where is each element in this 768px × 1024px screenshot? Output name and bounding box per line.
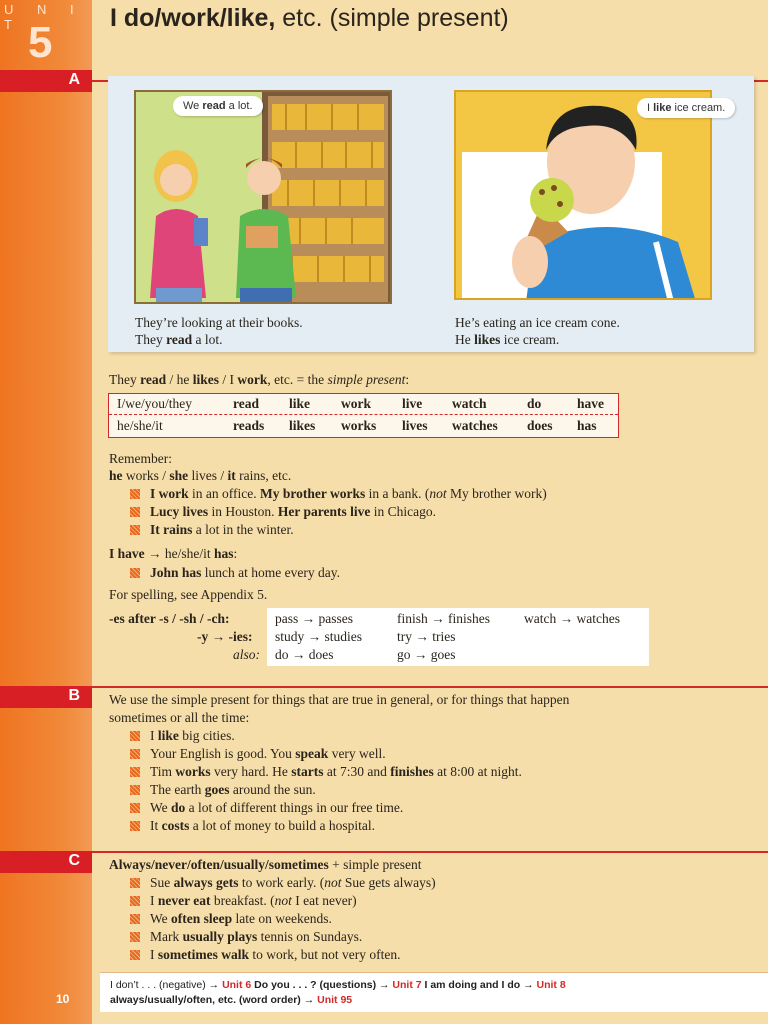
section-b-rule — [92, 686, 768, 688]
illustration-panel — [108, 76, 754, 352]
y-rule: -y → -ies: — [197, 629, 253, 644]
verb-cell: read — [233, 396, 259, 411]
conjugation-table — [108, 393, 619, 438]
bullet-icon — [130, 878, 140, 888]
bullet-icon — [130, 785, 140, 795]
spelling-note: For spelling, see Appendix 5. — [109, 587, 268, 602]
example-item: Lucy lives in Houston. Her parents live in Chicago. — [130, 503, 436, 520]
bullet-icon — [130, 914, 140, 924]
bullet-icon — [130, 932, 140, 942]
unit-label: U N I T — [4, 2, 84, 32]
bullet-icon — [130, 821, 140, 831]
verb-cell: like — [289, 396, 311, 411]
section-a-bar — [0, 70, 92, 92]
verb-cell: likes — [289, 418, 316, 433]
section-c-rule — [92, 851, 768, 853]
example-item: Sue always gets to work early. (not Sue gets always) — [130, 874, 436, 891]
example-item: Your English is good. You speak very well. — [130, 745, 386, 762]
also-label: also: — [233, 647, 260, 662]
spelling-item: pass → passes — [275, 611, 353, 626]
verb-cell: does — [527, 418, 553, 433]
i-like-bubble: I like ice cream. — [637, 98, 735, 118]
verb-cell: watch — [452, 396, 487, 411]
spelling-item: try → tries — [397, 629, 456, 644]
remember-rule: he works / she lives / it rains, etc. — [109, 468, 292, 483]
spelling-item: finish → finishes — [397, 611, 490, 626]
example-item: I sometimes walk to work, but not very often. — [130, 946, 400, 963]
bullet-icon — [130, 749, 140, 759]
bullet-icon — [130, 525, 140, 535]
unit-8-link[interactable]: Unit 8 — [536, 979, 566, 991]
ice-cream-illustration — [454, 90, 712, 300]
spelling-item: do → does — [275, 647, 334, 662]
we-read-bubble: We read a lot. — [173, 96, 263, 116]
cross-reference-footer — [100, 972, 768, 1012]
example-item: We do a lot of different things in our free time. — [130, 799, 403, 816]
section-c-bar — [0, 851, 92, 873]
spelling-item: watch → watches — [524, 611, 620, 626]
example-item: John has lunch at home every day. — [130, 564, 340, 581]
right-caption: He’s eating an ice cream cone. He likes ice cream. — [455, 315, 620, 347]
bullet-icon — [130, 803, 140, 813]
verb-cell: live — [402, 396, 423, 411]
section-b-intro: We use the simple present for things that are true in general, or for things that happen — [109, 692, 570, 707]
example-item: It rains a lot in the winter. — [130, 521, 294, 538]
example-item: I never eat breakfast. (not I eat never) — [130, 892, 357, 909]
example-item: We often sleep late on weekends. — [130, 910, 332, 927]
section-b-letter: B — [68, 687, 80, 704]
section-c-heading: Always/never/often/usually/sometimes + simple present — [109, 857, 422, 872]
section-b-bar — [0, 686, 92, 708]
verb-cell: work — [341, 396, 371, 411]
verb-cell: reads — [233, 418, 265, 433]
bullet-icon — [130, 731, 140, 741]
conjugation-row-singular — [109, 416, 618, 437]
bullet-icon — [130, 507, 140, 517]
subject-cell: I/we/you/they — [117, 396, 192, 411]
example-item: The earth goes around the sun. — [130, 781, 316, 798]
bullet-icon — [130, 568, 140, 578]
unit-6-link[interactable]: Unit 6 — [222, 979, 252, 991]
unit-95-link[interactable]: Unit 95 — [317, 994, 353, 1006]
bullet-icon — [130, 950, 140, 960]
spelling-item: study → studies — [275, 629, 363, 644]
conjugation-row-plural — [109, 394, 618, 415]
have-rule: I have → he/she/it has: — [109, 546, 238, 561]
verb-cell: have — [577, 396, 604, 411]
section-c-letter: C — [68, 852, 80, 869]
section-a-letter: A — [68, 71, 80, 88]
page-number: 10 — [56, 992, 70, 1006]
example-item: I like big cities. — [130, 727, 235, 744]
left-caption: They’re looking at their books. They read a lot. — [135, 315, 303, 347]
reading-illustration — [134, 90, 392, 304]
verb-cell: lives — [402, 418, 428, 433]
subject-cell: he/she/it — [117, 418, 163, 433]
unit-number: 5 — [28, 18, 53, 67]
verb-cell: watches — [452, 418, 498, 433]
es-rule: -es after -s / -sh / -ch: — [109, 611, 230, 626]
bullet-icon — [130, 767, 140, 777]
page-title: I do/work/like, etc. (simple present) — [110, 4, 509, 32]
verb-cell: has — [577, 418, 597, 433]
footer-line-1: I don’t . . . (negative) → Unit 6 Do you . . . ? (questions) → Unit 7 I am doing and I do → Unit 8 — [110, 979, 566, 991]
example-item: Mark usually plays tennis on Sundays. — [130, 928, 362, 945]
bullet-icon — [130, 489, 140, 499]
verb-cell: do — [527, 396, 542, 411]
section-b-intro-cont: sometimes or all the time: — [109, 710, 250, 725]
bullet-icon — [130, 896, 140, 906]
example-item: It costs a lot of money to build a hospital. — [130, 817, 375, 834]
footer-line-2: always/usually/often, etc. (word order) → Unit 95 — [110, 994, 353, 1006]
example-item: Tim works very hard. He starts at 7:30 and finishes at 8:00 at night. — [130, 763, 522, 780]
unit-7-link[interactable]: Unit 7 — [392, 979, 422, 991]
intro-line: They read / he likes / I work, etc. = the simple present: — [109, 372, 410, 387]
example-item: I work in an office. My brother works in a bank. (not My brother work) — [130, 485, 547, 502]
remember-heading: Remember: — [109, 451, 172, 466]
verb-cell: works — [341, 418, 377, 433]
spelling-item: go → goes — [397, 647, 456, 662]
